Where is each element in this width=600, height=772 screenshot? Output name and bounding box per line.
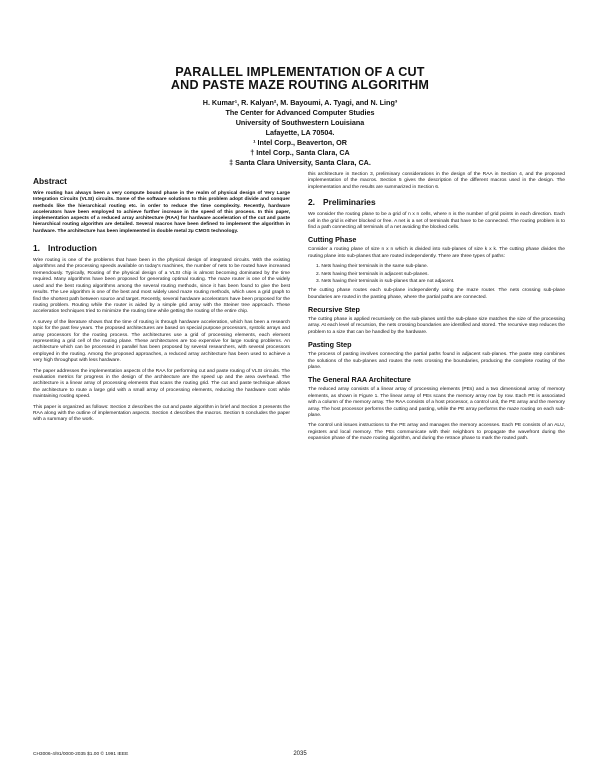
- body-paragraph: The process of pasting involves connecting the partial paths found in adjacent sub-planes. The paste step combines the solutions of the sub-planes and routes the nets crossing the boundaries, producing the complete routing of the plane.: [308, 352, 565, 370]
- paper-title: [40, 66, 560, 92]
- section-title: Introduction: [48, 243, 97, 254]
- abstract-heading: Abstract: [33, 176, 67, 186]
- affiliation-line: The Center for Advanced Computer Studies: [225, 108, 375, 117]
- affiliation-line: University of Southwestern Louisiana: [235, 118, 365, 127]
- title-line-1: PARALLEL IMPLEMENTATION OF A CUT: [175, 65, 425, 79]
- section-number: 2.: [308, 197, 315, 208]
- list-item: 2. Nets having their terminals in adjacent sub-planes.: [316, 271, 429, 277]
- affiliation-line: Lafayette, LA 70504.: [265, 128, 335, 137]
- left-column: [33, 176, 290, 428]
- section-number: 1.: [33, 243, 40, 254]
- body-paragraph: The control unit issues instructions to the PE array and manages the memory accesses. Each PE consists of an ALU, registers and local memory. The PEs communicate with their neighbors to propagate the wavefront during the expansion phase of the maze routing algorithm, and during the retrace phase to mark the routed path.: [308, 423, 565, 442]
- body-paragraph: Consider a routing plane of size n x n which is divided into sub-planes of size k x k. The cutting phase divides the routing plane into sub-planes that are routed independently. There are three types of paths:: [308, 247, 565, 259]
- copyright-footer: CH3006-4/91/0000-2035 $1.00 © 1991 IEEE: [33, 752, 129, 757]
- section-heading-introduction: [33, 243, 290, 253]
- body-paragraph: The cutting phase routes each sub-plane independently using the maze router. The nets crossing sub-plane boundaries are routed in the pasting phase, where the partial paths are connected.: [308, 288, 565, 300]
- author-block: [40, 98, 560, 168]
- section-heading-preliminaries: [308, 197, 565, 207]
- subsection-heading-recursive: Recursive Step: [308, 304, 360, 314]
- body-paragraph: this architecture in Section 3, preliminary considerations in the design of the RAA in Section 4, and the proposed implementation of the macros. Section 5 gives the description of the different macros used in the design. The implementation and the results are summarized in Section 6.: [308, 172, 565, 190]
- subsection-heading-general-raa: The General RAA Architecture: [308, 375, 411, 385]
- affiliation-line: ¹ Intel Corp., Beaverton, OR: [253, 138, 347, 147]
- title-line-2: AND PASTE MAZE ROUTING ALGORITHM: [170, 78, 430, 92]
- affiliation-line: † Intel Corp., Santa Clara, CA: [250, 148, 350, 157]
- right-column: [308, 172, 565, 447]
- subsection-heading-pasting: Pasting Step: [308, 340, 352, 350]
- body-paragraph: This paper is organized as follows: Section 2 describes the cut and paste algorithm in brief and Section 3 presents the RAA along with the outline of implementation aspects. Section 4 describes the macros. Section 5 concludes the paper with a summary of the work.: [33, 404, 290, 423]
- body-paragraph: We consider the routing plane to be a grid of n x n cells, where n is the number of grid points in each direction. Each cell in the grid is either blocked or free. A net is a set of terminals that have to be connected. The routing problem is to find a path connecting all terminals of a net avoiding the blocked cells.: [308, 212, 565, 231]
- list-item: 3. Nets having their terminals in sub-planes that are not adjacent.: [316, 278, 455, 284]
- author-names: H. Kumar¹, R. Kalyan², M. Bayoumi, A. Tyagi, and N. Ling³: [202, 98, 398, 107]
- body-paragraph: Wire routing is one of the problems that have been in the physical design of integrated circuits. With the existing algorithms and the processing speeds available on today's machines, the number of nets to be routed have increased tremendously. Typically, Routing of the physical design of a VLSI chip is almost becoming dominated by the time required. Many algorithms have been proposed for generating optimal routing. The maze router is one of the widely used and the best routing algorithms among the several routing methods, since it has been found to give the best results. The Lee algorithm is one of the best and most widely used maze routing methods, which uses a grid graph to find the shortest path between source and target. Recently, several hardware accelerators have been proposed for the routing problem. Routing while the router is aided by a simple grid array with the Steiner tree approach. These acceleration techniques tried to minimize the routing time while getting the routing of the entire chip.: [33, 258, 290, 315]
- body-paragraph: A survey of the literature shows that the time of routing is through hardware acceleration, which has been a research topic for the past few years. The proposed architectures are based on special purpose processors, systolic arrays and array processors for the routing process. The architectures use a grid of processing elements, each element representing a grid cell of the routing plane. These architectures are too expensive for large routing problems. An architecture which can be processed in parallel has been proposed by several researchers, with several processors employed in the routing. Among the proposed approaches, a reduced array architecture has been used to achieve a very high throughput with less hardware.: [33, 319, 290, 364]
- abstract-text: Wire routing has always been a very compute bound phase in the realm of physical design of Very Large Integration Circuits (VLSI) circuits. Some of the software solutions to this problem adopt divide and conquer methods like the hierarchical routing etc. in order to reduce the time complexity. Recently, hardware accelerators have been employed to achieve further increase in the speed of this process. In this paper, implementation aspects of a reduced array architecture (RAA) for hardware acceleration of the cut and paste hierarchical routing algorithm are detailed. Several macros have been defined to implement the algorithm in hardware. The architecture has been implemented in double metal 2µ CMOS technology.: [33, 191, 290, 234]
- subsection-heading-cutting: Cutting Phase: [308, 235, 357, 245]
- body-paragraph: The reduced array consists of a linear array of processing elements (PEs) and a two dimensional array of memory elements, as shown in Figure 1. The linear array of PEs scans the memory array row by row. Each PE is associated with a column of the memory array. The RAA consists of a host processor, a control unit, the PE array and the memory array. The host processor performs the cutting and pasting, while the PE array performs the maze routing on each sub-plane.: [308, 387, 565, 419]
- section-title: Preliminaries: [323, 197, 376, 208]
- body-paragraph: The cutting phase is applied recursively on the sub-planes until the sub-plane size matches the size of the processing array. At each level of recursion, the nets crossing boundaries are identified and stored. The recursive step reduces the problem to a size that can be handled by the hardware.: [308, 316, 565, 335]
- list-item: 1. Nets having their terminals in the same sub-plane.: [316, 264, 428, 270]
- body-paragraph: The paper addresses the implementation aspects of the RAA for performing cut and paste routing of VLSI circuits. The evaluation metrics for progress in the design of the architecture are the speed up and the area overhead. The architecture is a linear array of processing elements that scans the routing grid. The cut and paste technique allows the architecture to route a large grid with a small array of processing elements, reducing the hardware cost while maintaining routing speed.: [33, 368, 290, 400]
- affiliation-line: ‡ Santa Clara University, Santa Clara, CA.: [229, 158, 371, 167]
- page-number: 2035: [293, 751, 307, 757]
